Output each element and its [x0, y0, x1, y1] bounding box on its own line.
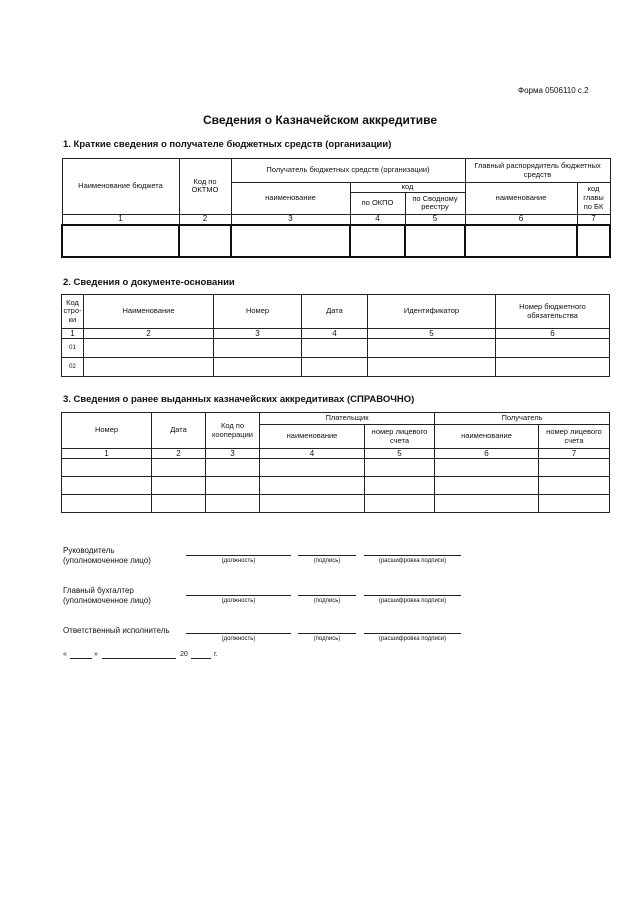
col-chapter-code: код главы по БК: [577, 183, 610, 215]
field-acc-date[interactable]: [152, 495, 206, 513]
col-number: 5: [405, 214, 465, 225]
field-doc-date[interactable]: [302, 358, 368, 377]
col-number: 1: [62, 329, 84, 339]
col-number: 6: [496, 329, 610, 339]
col-recipient-name: наименование: [231, 183, 350, 215]
accountant-decoding-line[interactable]: [364, 595, 461, 596]
field-acc-date[interactable]: [152, 477, 206, 495]
col-number: 1: [62, 214, 179, 225]
field-acc-receiver-name[interactable]: [435, 477, 539, 495]
cap-decoding: (расшифровка подписи): [378, 636, 447, 642]
head-position-line[interactable]: [186, 555, 291, 556]
col-receiver: Получатель: [435, 413, 610, 425]
col-number: 5: [365, 449, 435, 459]
field-doc-date[interactable]: [302, 339, 368, 358]
accountant-signature-line[interactable]: [298, 595, 356, 596]
field-acc-receiver-account[interactable]: [539, 459, 610, 477]
field-doc-obligation[interactable]: [496, 339, 610, 358]
field-acc-coop[interactable]: [206, 477, 260, 495]
col-number: 5: [368, 329, 496, 339]
field-acc-receiver-name[interactable]: [435, 459, 539, 477]
col-name: Наименование: [84, 295, 214, 329]
date-quote-close: »: [94, 651, 98, 658]
executor-signature-line[interactable]: [298, 633, 356, 634]
field-budget-name[interactable]: [62, 225, 179, 257]
field-recipient-name[interactable]: [231, 225, 350, 257]
field-doc-number[interactable]: [214, 358, 302, 377]
field-acc-receiver-name[interactable]: [435, 495, 539, 513]
field-acc-receiver-account[interactable]: [539, 495, 610, 513]
col-receiver-name: наименование: [435, 425, 539, 449]
form-number: Форма 0506110 с.2: [518, 86, 589, 95]
col-number: 3: [206, 449, 260, 459]
col-number: 2: [179, 214, 231, 225]
field-acc-number[interactable]: [62, 477, 152, 495]
col-number: 7: [539, 449, 610, 459]
col-budget-name: Наименование бюджета: [62, 159, 179, 215]
col-code: код: [350, 183, 465, 193]
row-code: 01: [62, 339, 84, 358]
accountant-label: Главный бухгалтер (уполномоченное лицо): [63, 586, 151, 605]
cap-signature: (подпись): [313, 636, 341, 642]
col-payer-account: номер лицевого счета: [365, 425, 435, 449]
field-acc-coop[interactable]: [206, 459, 260, 477]
field-chapter-code[interactable]: [577, 225, 610, 257]
date-month-line[interactable]: [102, 658, 176, 659]
field-acc-payer-name[interactable]: [260, 477, 365, 495]
field-doc-identifier[interactable]: [368, 358, 496, 377]
col-okpo: по ОКПО: [350, 192, 405, 214]
section1-heading: 1. Краткие сведения о получателе бюджетных средств (организации): [63, 139, 392, 150]
col-main-manager: Главный распорядитель бюджетных средств: [465, 159, 610, 183]
head-signature-line[interactable]: [298, 555, 356, 556]
col-accreditive-number: Номер: [62, 413, 152, 449]
col-receiver-account: номер лицевого счета: [539, 425, 610, 449]
cap-signature: (подпись): [313, 598, 341, 604]
field-acc-payer-name[interactable]: [260, 459, 365, 477]
col-identifier: Идентификатор: [368, 295, 496, 329]
col-number: 6: [435, 449, 539, 459]
field-doc-obligation[interactable]: [496, 358, 610, 377]
executor-decoding-line[interactable]: [364, 633, 461, 634]
previous-accreditives-table: [61, 412, 610, 513]
col-number: 7: [577, 214, 610, 225]
col-number: 4: [350, 214, 405, 225]
field-doc-number[interactable]: [214, 339, 302, 358]
basis-document-table: [61, 294, 610, 377]
field-acc-payer-name[interactable]: [260, 495, 365, 513]
section2-heading: 2. Сведения о документе-основании: [63, 277, 235, 288]
col-row-code: Код стро-ки: [62, 295, 84, 329]
head-decoding-line[interactable]: [364, 555, 461, 556]
date-year-prefix: 20: [180, 651, 188, 658]
field-acc-coop[interactable]: [206, 495, 260, 513]
section3-heading: 3. Сведения о ранее выданных казначейских аккредитивах (СПРАВОЧНО): [63, 394, 415, 405]
col-number: 3: [214, 329, 302, 339]
date-quote-open: «: [63, 651, 67, 658]
field-acc-payer-account[interactable]: [365, 495, 435, 513]
cap-decoding: (расшифровка подписи): [378, 598, 447, 604]
field-doc-name[interactable]: [84, 339, 214, 358]
field-oktmo[interactable]: [179, 225, 231, 257]
field-summary-registry[interactable]: [405, 225, 465, 257]
col-accreditive-date: Дата: [152, 413, 206, 449]
cap-signature: (подпись): [313, 558, 341, 564]
cap-position: (должность): [221, 636, 256, 642]
date-year-suffix: г.: [214, 651, 218, 658]
head-label: Руководитель (уполномоченное лицо): [63, 546, 151, 565]
col-number: 6: [465, 214, 577, 225]
field-doc-identifier[interactable]: [368, 339, 496, 358]
field-acc-number[interactable]: [62, 459, 152, 477]
date-day-line[interactable]: [70, 658, 92, 659]
col-payer: Плательщик: [260, 413, 435, 425]
field-okpo[interactable]: [350, 225, 405, 257]
cap-position: (должность): [221, 598, 256, 604]
cap-decoding: (расшифровка подписи): [378, 558, 447, 564]
col-number-doc: Номер: [214, 295, 302, 329]
col-number: 4: [260, 449, 365, 459]
col-payer-name: наименование: [260, 425, 365, 449]
executor-label: Ответственный исполнитель: [63, 626, 170, 635]
field-doc-name[interactable]: [84, 358, 214, 377]
cap-position: (должность): [221, 558, 256, 564]
col-manager-name: наименование: [465, 183, 577, 215]
col-number: 1: [62, 449, 152, 459]
col-number: 4: [302, 329, 368, 339]
accountant-position-line[interactable]: [186, 595, 291, 596]
col-oktmo: Код по ОКТМО: [179, 159, 231, 215]
col-summary-registry: по Сводному реестру: [405, 192, 465, 214]
col-number: 2: [84, 329, 214, 339]
field-acc-receiver-account[interactable]: [539, 477, 610, 495]
field-acc-payer-account[interactable]: [365, 459, 435, 477]
recipient-table: [61, 158, 611, 258]
field-manager-name[interactable]: [465, 225, 577, 257]
page-title: Сведения о Казначейском аккредитиве: [202, 113, 438, 127]
date-year-line[interactable]: [191, 658, 211, 659]
col-recipient: Получатель бюджетных средств (организации): [231, 159, 465, 183]
col-coop-code: Код по кооперации: [206, 413, 260, 449]
field-acc-payer-account[interactable]: [365, 477, 435, 495]
executor-position-line[interactable]: [186, 633, 291, 634]
field-acc-date[interactable]: [152, 459, 206, 477]
col-obligation: Номер бюджетного обязательства: [496, 295, 610, 329]
col-number: 2: [152, 449, 206, 459]
field-acc-number[interactable]: [62, 495, 152, 513]
col-number: 3: [231, 214, 350, 225]
row-code: 02: [62, 358, 84, 377]
col-date: Дата: [302, 295, 368, 329]
